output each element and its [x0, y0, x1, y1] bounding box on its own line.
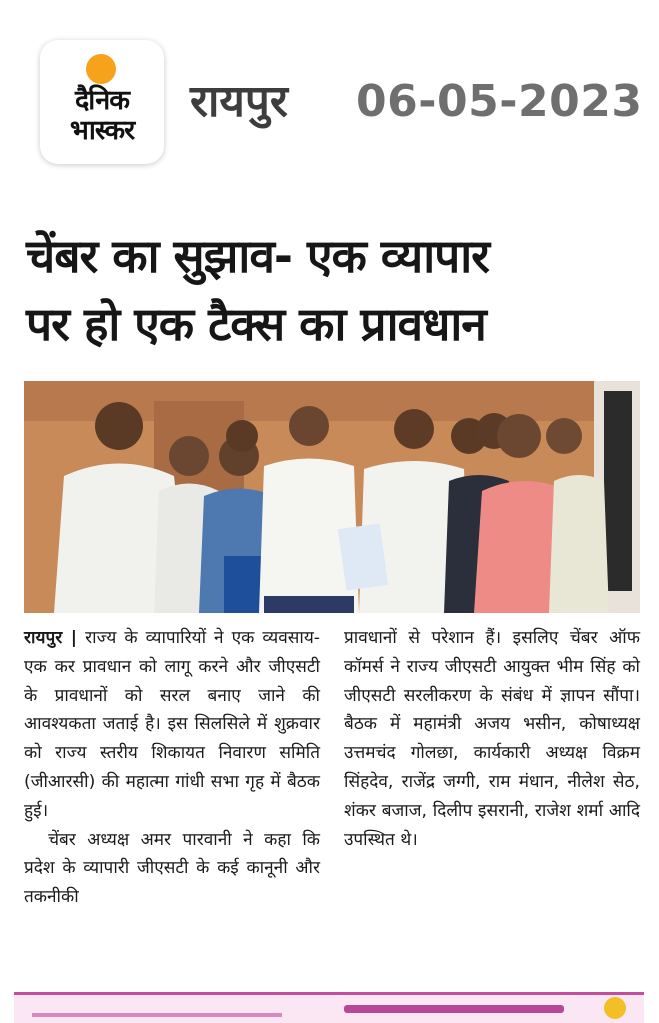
article-column-left: [24, 624, 320, 912]
article-paragraph: चेंबर अध्यक्ष अमर पारवानी ने कहा कि प्रदेश के व्यापारी जीएसटी के कई कानूनी और तकनीकी: [24, 829, 320, 908]
next-article-strip: [14, 992, 644, 1023]
newspaper-header: [0, 0, 659, 175]
meeting-photo: [24, 381, 640, 613]
article-column-right: [344, 624, 640, 854]
article-paragraph: [24, 624, 320, 826]
article-dateline: रायपुर |: [24, 628, 78, 648]
edition-city: रायपुर: [190, 76, 288, 127]
dainik-bhaskar-logo: [40, 40, 164, 164]
logo-text-line2: भास्कर: [69, 115, 135, 146]
group-photo-illustration: [24, 381, 640, 613]
headline-line-1: चेंबर का सुझाव- एक व्यापार: [26, 229, 489, 283]
edition-date: 06-05-2023: [356, 76, 643, 127]
article-body: [24, 624, 640, 972]
flower-icon: [604, 997, 626, 1019]
article-paragraph: प्रावधानों से परेशान हैं। इसलिए चेंबर ऑफ कॉमर्स ने राज्य जीएसटी आयुक्त भीम सिंह को जीएसटी सरलीकरण के संबंध में ज्ञापन सौंपा। बैठक में महामंत्री अजय भसीन, कोषाध्यक्ष उत्तमचंद गोलछा, कार्यकारी अध्यक्ष विक्रम सिंहदेव, राजेंद्र जग्गी, राम मंधान, नीलेश सेठ, शंकर बजाज, दिलीप इसरानी, राजेश शर्मा आदि उपस्थित थे।: [344, 628, 640, 850]
sun-icon: [86, 54, 116, 84]
logo-text-line1: दैनिक: [74, 85, 130, 116]
paragraph-text: राज्य के व्यापारियों ने एक व्यवसाय-एक कर प्रावधान को लागू करने और जीएसटी के प्रावधानों को सरल बनाए जाने की आवश्यकता जताई है। इस सिलसिले में शुक्रवार को राज्य स्तरीय शिकायत निवारण समिति (जीआरसी) की महात्मा गांधी सभा गृह में बैठक हुई।: [24, 628, 320, 821]
article-headline: [26, 222, 636, 358]
strip-heading-fragment: [344, 1005, 564, 1013]
strip-rule: [32, 1013, 282, 1017]
headline-line-2: पर हो एक टैक्स का प्रावधान: [26, 297, 486, 351]
